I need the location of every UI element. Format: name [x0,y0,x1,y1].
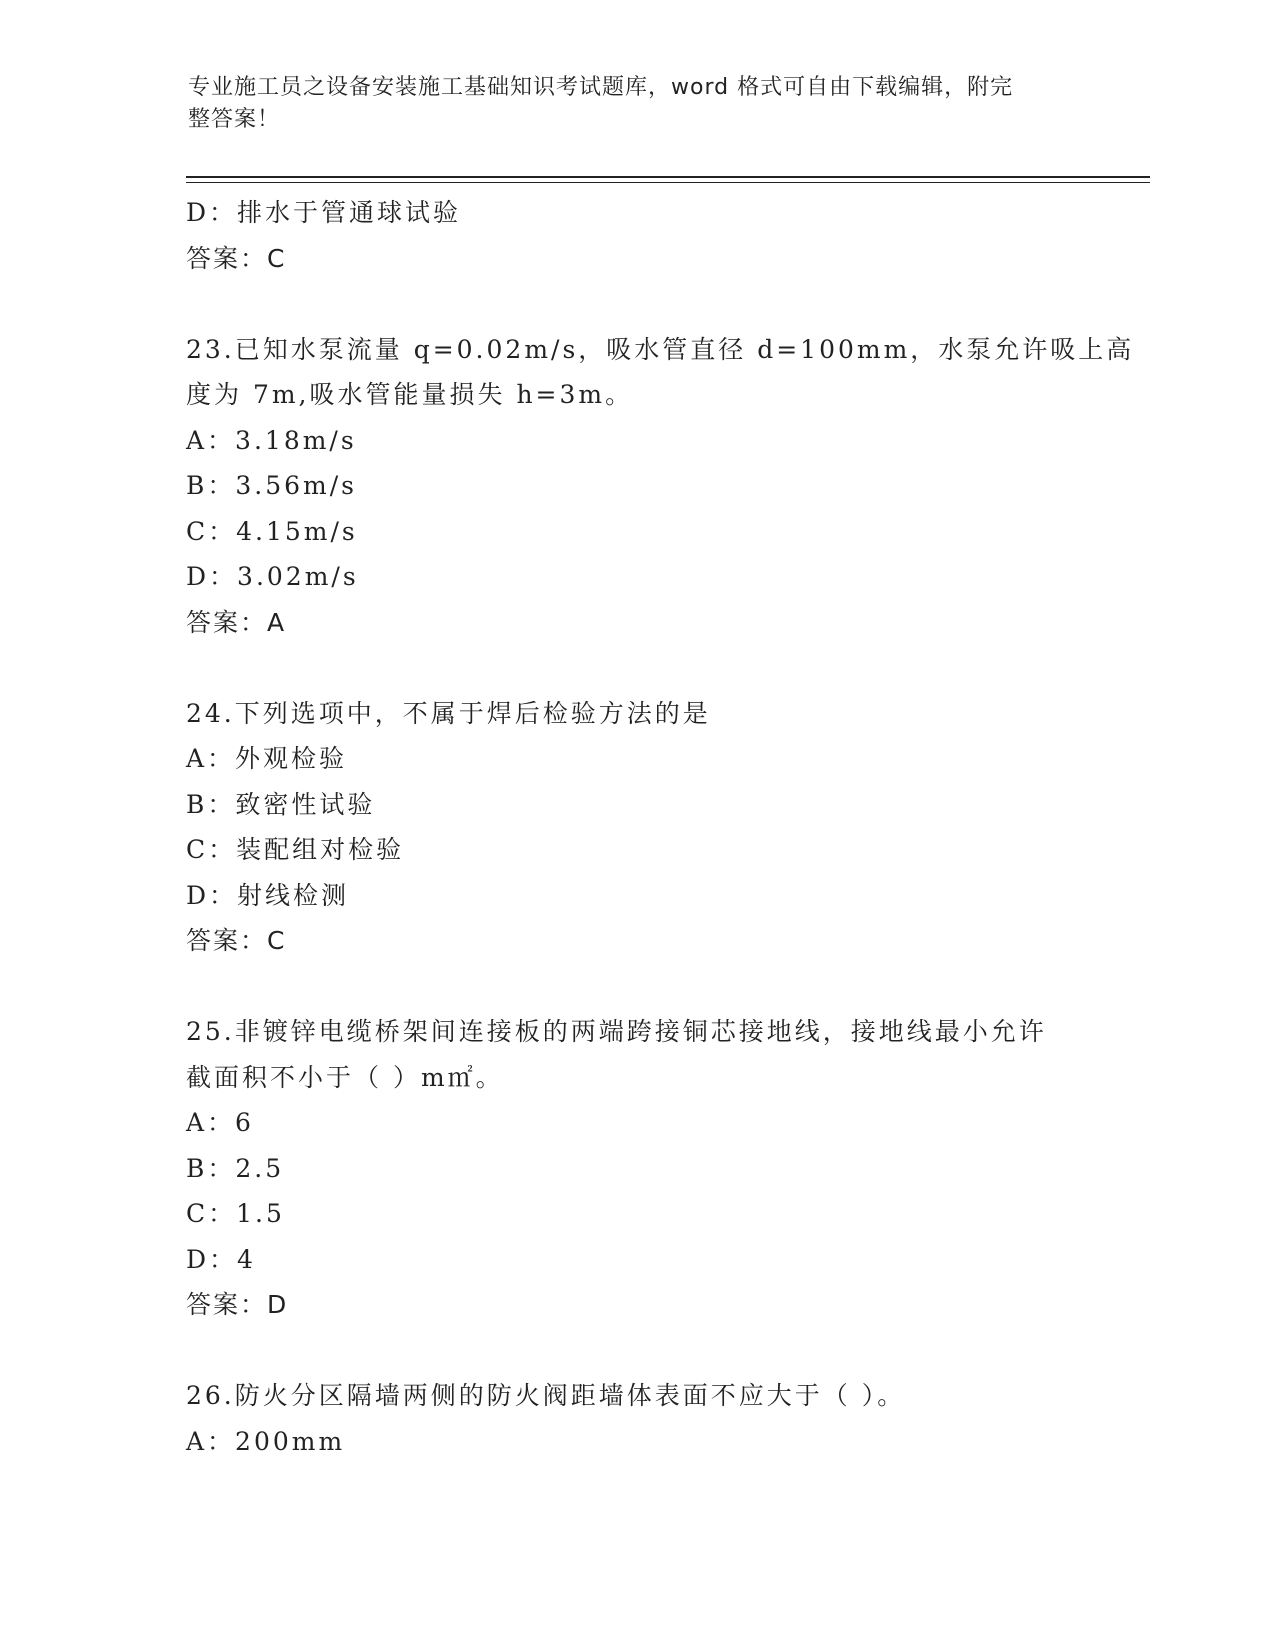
answer: 答案：C [186,243,287,273]
question-24 [186,691,1086,964]
option-a: A：200mm [186,1426,346,1456]
spacer [186,1328,1086,1374]
answer: 答案：A [186,607,287,637]
question-26 [186,1373,1086,1464]
question-stem-continued: 度为 7m,吸水管能量损失 h=3m。 [186,380,634,409]
option-d: D：3.02m/s [186,562,359,591]
option-a: A：6 [186,1108,254,1137]
spacer [186,281,1086,327]
document-header [188,72,1068,136]
answer: 答案：C [186,926,287,955]
question-stem: 25.非镀锌电缆桥架间连接板的两端跨接铜芯接地线，接地线最小允许 [186,1017,1047,1046]
question-stem: 24.下列选项中，不属于焊后检验方法的是 [186,698,711,728]
option-c: C：4.15m/s [186,516,358,546]
header-line-2: 整答案！ [188,107,281,132]
answer: 答案：D [186,1290,289,1319]
option-d: D：排水于管通球试验 [186,198,462,227]
option-c: C：1.5 [186,1199,285,1228]
spacer [186,645,1086,691]
header-divider-thick [186,176,1150,178]
spacer [186,964,1086,1010]
header-line-1: 专业施工员之设备安装施工基础知识考试题库，word 格式可自由下载编辑，附完 [188,75,1014,100]
question-23 [186,327,1135,646]
header-divider-thin [186,182,1150,183]
question-stem: 26.防火分区隔墙两侧的防火阀距墙体表面不应大于（ ）。 [186,1381,906,1410]
question-stem: 23.已知水泵流量 q=0.02m/s，吸水管直径 d=100mm，水泵允许吸上高 [186,334,1135,364]
option-a: A：外观检验 [186,744,348,773]
option-d: D：4 [186,1244,256,1274]
question-25 [186,1009,1086,1328]
question-stem-continued: 截面积不小于（ ）m㎡。 [186,1062,504,1092]
question-22 [186,190,1086,281]
option-b: B：致密性试验 [186,789,376,819]
option-a: A：3.18m/s [186,425,357,455]
question-list [186,190,1135,1464]
option-b: B：2.5 [186,1153,285,1183]
option-b: B：3.56m/s [186,471,357,500]
option-d: D：射线检测 [186,880,350,910]
option-c: C：装配组对检验 [186,835,405,864]
